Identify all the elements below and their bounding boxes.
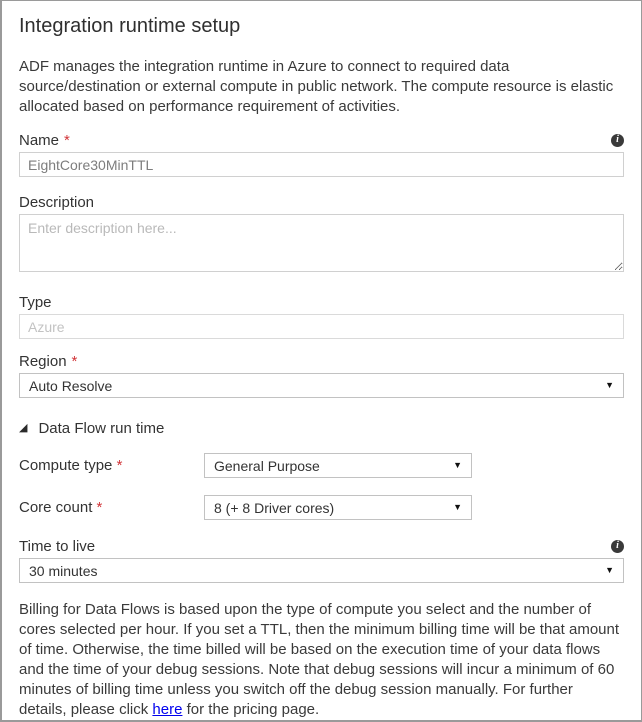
compute-type-field-group bbox=[19, 453, 624, 478]
pricing-page-link[interactable]: here bbox=[152, 701, 183, 718]
time-to-live-label: Time to live bbox=[19, 537, 96, 555]
compute-type-label bbox=[19, 457, 204, 474]
billing-text-after-link: for the pricing page. bbox=[182, 701, 320, 718]
core-count-dropdown-value: 8 (+ 8 Driver cores) bbox=[214, 499, 335, 516]
chevron-down-icon: ▼ bbox=[453, 502, 462, 512]
region-dropdown-value: Auto Resolve bbox=[29, 377, 113, 394]
core-count-required-marker: * bbox=[96, 499, 103, 516]
time-to-live-dropdown[interactable] bbox=[19, 558, 624, 583]
name-input[interactable] bbox=[19, 152, 624, 177]
type-field-group bbox=[19, 293, 624, 339]
description-textarea[interactable] bbox=[19, 214, 624, 272]
intro-text: ADF manages the integration runtime in Azure to connect to required data source/destination or external compute in public network. The compute resource is elastic allocated based on performance requirement of activities. bbox=[19, 58, 614, 115]
description-label: Description bbox=[19, 193, 95, 211]
name-field-group bbox=[19, 131, 624, 177]
data-flow-runtime-section-toggle[interactable] bbox=[19, 418, 624, 438]
name-required-marker: * bbox=[64, 131, 70, 149]
billing-note bbox=[19, 600, 624, 720]
compute-type-dropdown[interactable] bbox=[204, 453, 472, 478]
page-title: Integration runtime setup bbox=[19, 15, 241, 37]
compute-type-label-text: Compute type bbox=[19, 457, 113, 474]
section-expanded-triangle-icon: ◢ bbox=[19, 421, 28, 434]
chevron-down-icon: ▼ bbox=[453, 460, 462, 470]
core-count-dropdown[interactable] bbox=[204, 495, 472, 520]
region-label: Region bbox=[19, 352, 67, 370]
time-to-live-info-icon[interactable]: i bbox=[611, 540, 624, 553]
type-input bbox=[19, 314, 624, 339]
chevron-down-icon: ▼ bbox=[605, 380, 614, 390]
time-to-live-dropdown-value: 30 minutes bbox=[29, 562, 98, 579]
region-field-group bbox=[19, 352, 624, 398]
compute-type-required-marker: * bbox=[116, 457, 123, 474]
chevron-down-icon: ▼ bbox=[605, 565, 614, 575]
compute-type-dropdown-value: General Purpose bbox=[214, 457, 320, 474]
type-label: Type bbox=[19, 293, 52, 311]
data-flow-runtime-section-title: Data Flow run time bbox=[38, 419, 165, 437]
region-required-marker: * bbox=[71, 352, 78, 370]
name-info-icon[interactable]: i bbox=[611, 134, 624, 147]
region-dropdown[interactable] bbox=[19, 373, 624, 398]
core-count-label bbox=[19, 499, 204, 516]
name-label: Name bbox=[19, 131, 60, 149]
description-field-group bbox=[19, 193, 624, 277]
billing-text-before-link: Billing for Data Flows is based upon the type of compute you select and the number of cores selected per hour. If you set a TTL, then the minimum billing time will be that amount of time. Otherwise, the time billed will be based on the execution time of your data flows and the time of your debug sessions. Note that debug sessions will incur a minimum of 60 minutes of billing time unless you switch off the debug session manually. For further details, please click bbox=[19, 601, 620, 718]
core-count-label-text: Core count bbox=[19, 499, 93, 516]
time-to-live-field-group bbox=[19, 537, 624, 583]
core-count-field-group bbox=[19, 495, 624, 520]
